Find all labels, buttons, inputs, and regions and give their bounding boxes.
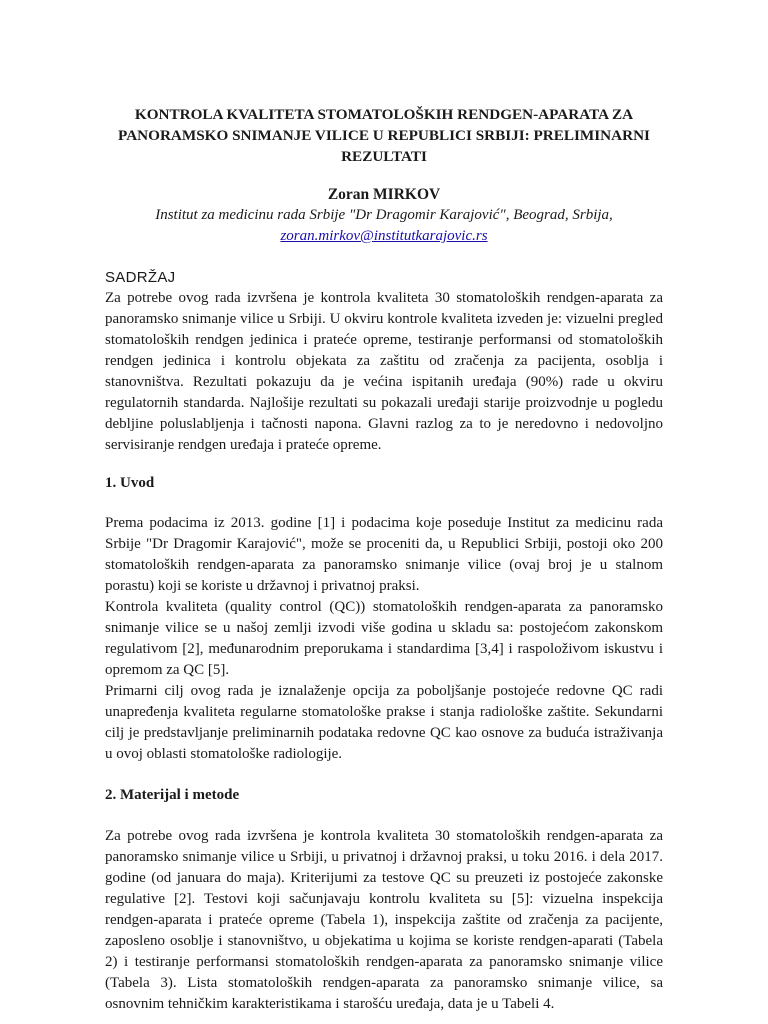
abstract-text: Za potrebe ovog rada izvršena je kontrola kvaliteta 30 stomatoloških rendgen-aparata za panoramsko snimanje vilice u Srbiji. U okviru kontrole kvaliteta izveden je: vizuelni pregled stomatoloških rendgen jedinica i prateće opreme, testiranje performansi od stomatoloških rendgen jedinica i kontrolu objekata za zaštitu od zračenja za pacijenta, osoblja i stanovništva. Rezultati pokazuju da je većina ispitanih uređaja (90%) rade u okviru regulatornih standarda. Najlošije rezultati su pokazali uređaji starije proizvodnje u pogledu debljine poluslabljenja i tačnosti napona. Glavni razlog za to je neredovno i nedovoljno servisiranje rendgen uređaja i prateće opreme. xyxy=(105,290,663,453)
section-body-uvod xyxy=(105,513,663,765)
section-heading-materijal-i-metode: 2. Materijal i metode xyxy=(105,787,240,803)
section-heading-uvod: 1. Uvod xyxy=(105,475,155,491)
paper-page xyxy=(105,104,663,1015)
paragraph: Kontrola kvaliteta (quality control (QC)) stomatoloških rendgen-aparata za panoramsko snimanje vilice se u našoj zemlji izvodi više godina u skladu sa: postojećom zakonskom regulativom [2], međunarodnim preporukama i standardima [3,4] i raspoloživom iskustvu i opremom za QC [5]. xyxy=(105,599,663,678)
section-body-materijal-i-metode xyxy=(105,826,663,1015)
author-email-link[interactable]: zoran.mirkov@institutkarajovic.rs xyxy=(280,228,488,244)
author-name: Zoran MIRKOV xyxy=(327,186,441,203)
paragraph: Prema podacima iz 2013. godine [1] i podacima koje poseduje Institut za medicinu rada Srbije "Dr Dragomir Karajović", može se proceniti da, u Republici Srbiji, postoji oko 200 stomatoloških rendgen-aparata za panoramsko snimanje vilice (ovaj broj je u stalnom porastu) koji se koriste u državnoj i privatnoj praksi. xyxy=(105,515,663,594)
paragraph: Primarni cilj ovog rada je iznalaženje opcija za poboljšanje postojeće redovne QC radi unapređenja kvaliteta regularne stomatološke prakse i stanja radiološke zaštite. Sekundarni cilj je predstavljanje preliminarnih podataka redovne QC kao osnove za buduća istraživanja u ovoj oblasti stomatološke radiologije. xyxy=(105,683,663,762)
abstract-heading: SADRŽAJ xyxy=(105,269,176,286)
paragraph: Za potrebe ovog rada izvršena je kontrola kvaliteta 30 stomatoloških rendgen-aparata za panoramsko snimanje vilice u Srbiji, u privatnoj i državnoj praksi, u toku 2016. i dela 2017. godine (od januara do maja). Kriterijumi za testove QC su preuzeti iz postojeće zakonske regulative [2]. Testovi koji sačunjavaju kontrolu kvaliteta su [5]: vizuelna inspekcija rendgen-aparata i prateće opreme (Tabela 1), inspekcija zaštite od zračenja za pacijente, zaposleno osoblje i stanovništvo, u objekatima u kojima se koriste rendgen-aparati (Tabela 2) i testiranje performansi stomatoloških rendgen-aparata za panoramsko snimanje vilice (Tabela 3). Lista stomatoloških rendgen-aparata za panoramsko snimanje vilice, sa osnovnim tehničkim karakteristikama i starošću uređaja, data je u Tabeli 4. xyxy=(105,828,663,1012)
author-affiliation: Institut za medicinu rada Srbije "Dr Dragomir Karajović", Beograd, Srbija, xyxy=(155,207,613,223)
paper-title: KONTROLA KVALITETA STOMATOLOŠKIH RENDGEN-APARATA ZA PANORAMSKO SNIMANJE VILICE U REPUBLICI SRBIJI: PRELIMINARNI REZULTATI xyxy=(118,106,650,165)
